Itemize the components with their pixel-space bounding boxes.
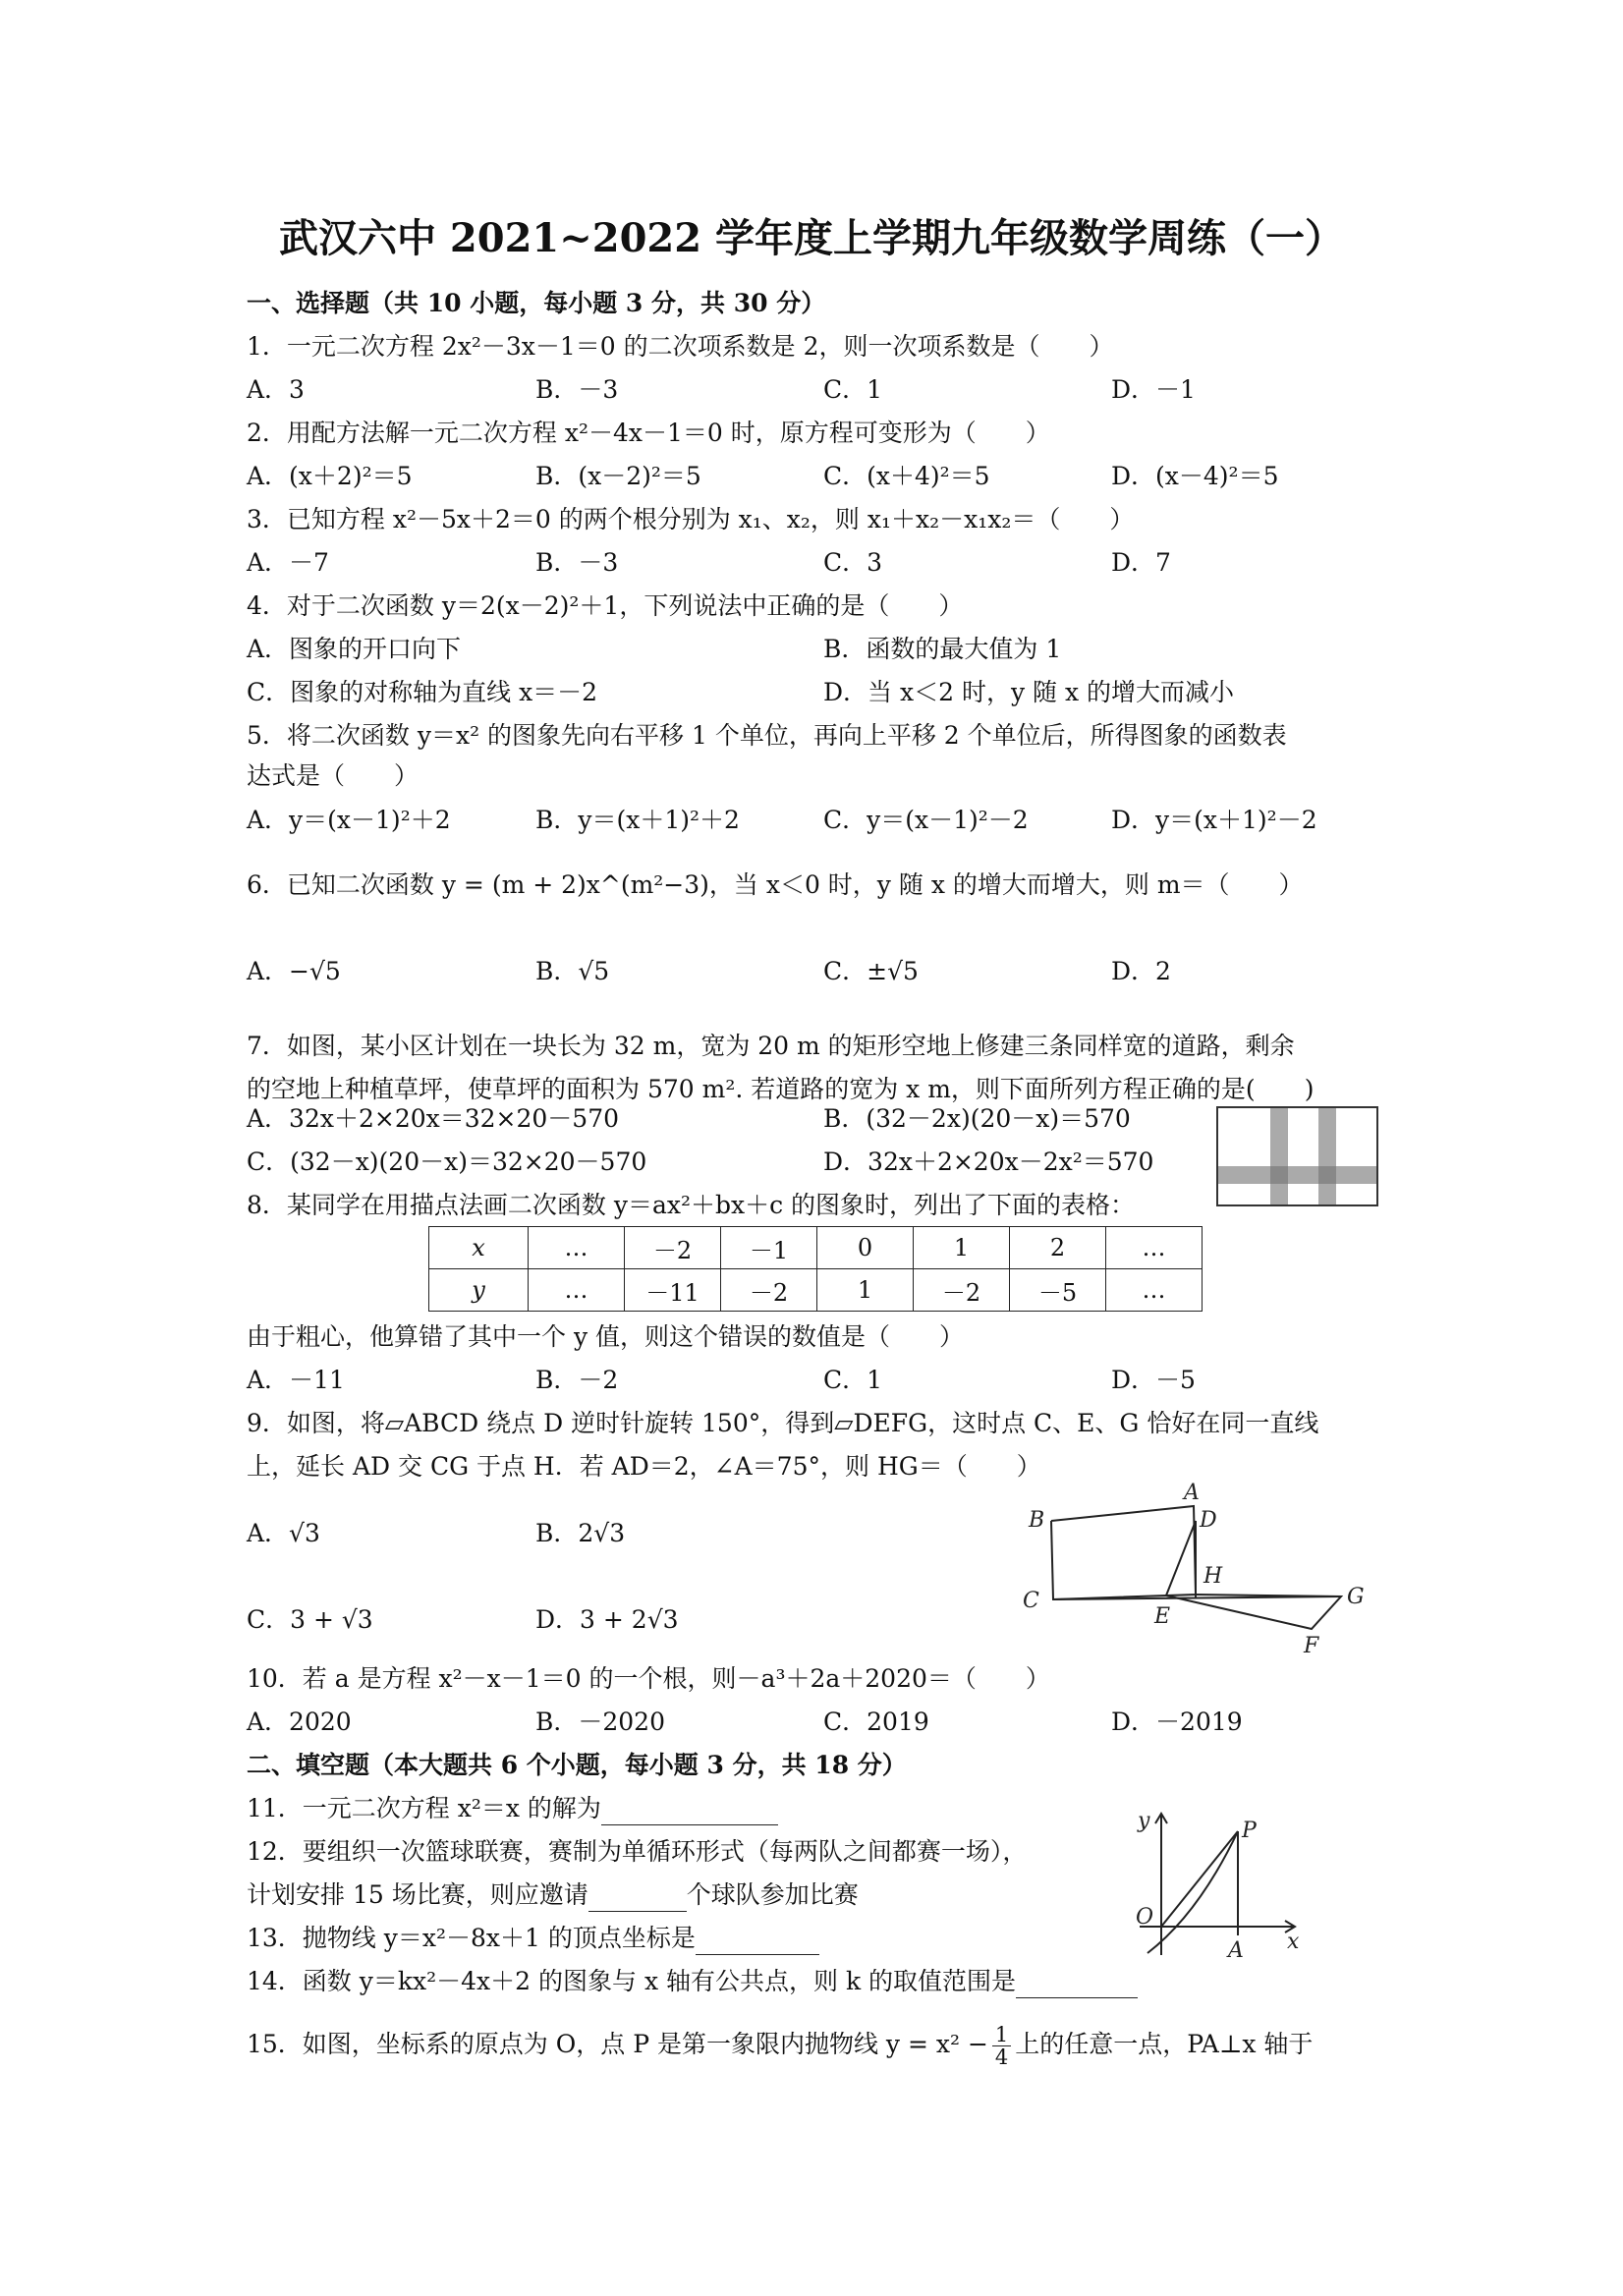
q10-option-c: C．2019 bbox=[823, 1708, 929, 1736]
line-op bbox=[1161, 1831, 1238, 1927]
section-fill-header: 二、填空题（本大题共 6 个小题，每小题 3 分，共 18 分） bbox=[247, 1751, 907, 1779]
label-c: C bbox=[1023, 1589, 1039, 1613]
question-4-stem: 4．对于二次函数 y＝2(x－2)²＋1，下列说法中正确的是（ ） bbox=[247, 591, 964, 620]
table-cell: … bbox=[1106, 1269, 1203, 1312]
q5-option-c: C．y＝(x－1)²－2 bbox=[823, 806, 1029, 834]
q6-option-a: A．−√5 bbox=[247, 957, 341, 985]
q8-option-c: C．1 bbox=[823, 1366, 883, 1394]
label-a: A bbox=[1184, 1482, 1200, 1505]
q2-option-a: A．(x＋2)²＝5 bbox=[247, 462, 413, 490]
table-cell: … bbox=[529, 1227, 625, 1269]
q4-option-d: D．当 x＜2 时，y 随 x 的增大而减小 bbox=[823, 678, 1235, 706]
question-15-stem: 15．如图，坐标系的原点为 O，点 P 是第一象限内抛物线 y = x² − $\frac{1}{4}$ 上的任意一点，PA⊥x 轴于 bbox=[247, 2023, 1314, 2069]
question-10-stem: 10．若 a 是方程 x²－x－1＝0 的一个根，则－a³＋2a＋2020＝（ ） bbox=[247, 1664, 1050, 1693]
table-cell: －11 bbox=[625, 1269, 721, 1312]
q3-option-b: B．－3 bbox=[535, 548, 619, 577]
q1-option-d: D．－1 bbox=[1111, 375, 1196, 404]
q5-option-d: D．y＝(x＋1)²－2 bbox=[1111, 806, 1317, 834]
section-choice-header: 一、选择题（共 10 小题，每小题 3 分，共 30 分） bbox=[247, 289, 826, 317]
q13-answer-blank[interactable] bbox=[696, 1931, 819, 1955]
table-cell: x bbox=[429, 1227, 529, 1269]
q10-option-a: A．2020 bbox=[247, 1708, 352, 1736]
label-f: F bbox=[1304, 1634, 1319, 1658]
q10-option-d: D．－2019 bbox=[1111, 1708, 1243, 1736]
label-h: H bbox=[1203, 1564, 1223, 1589]
question-7-stem-line1: 7．如图，某小区计划在一块长为 32 m，宽为 20 m 的矩形空地上修建三条同样宽的道路，剩余 bbox=[247, 1032, 1295, 1060]
question-14-stem: 14．函数 y＝kx²－4x＋2 的图象与 x 轴有公共点，则 k 的取值范围是 bbox=[247, 1965, 1138, 1998]
q7-option-d: D．32x＋2×20x－2x²＝570 bbox=[823, 1148, 1154, 1176]
q9-option-a: A．√3 bbox=[247, 1519, 320, 1547]
line-de bbox=[1166, 1521, 1196, 1596]
q6-option-c: C．±√5 bbox=[823, 957, 919, 985]
question-3-stem: 3．已知方程 x²－5x＋2＝0 的两个根分别为 x₁、x₂，则 x₁＋x₂－x₁x₂＝（ ） bbox=[247, 505, 1135, 533]
table-cell: … bbox=[1106, 1227, 1203, 1269]
label-b: B bbox=[1029, 1508, 1045, 1533]
label-o: O bbox=[1136, 1905, 1154, 1930]
question-12-stem-line2: 计划安排 15 场比赛，则应邀请 个球队参加比赛 bbox=[247, 1878, 859, 1912]
q3-option-c: C．3 bbox=[823, 548, 883, 577]
q9-option-b: B．2√3 bbox=[535, 1519, 626, 1547]
table-cell: －1 bbox=[721, 1227, 817, 1269]
q7-option-a: A．32x＋2×20x＝32×20－570 bbox=[247, 1104, 620, 1133]
q8-option-a: A．－11 bbox=[247, 1366, 345, 1394]
label-p: P bbox=[1242, 1819, 1257, 1843]
table-cell: 2 bbox=[1010, 1227, 1106, 1269]
value-table bbox=[428, 1226, 1203, 1312]
question-5-stem-line1: 5．将二次函数 y＝x² 的图象先向右平移 1 个单位，再向上平移 2 个单位后，所得图象的函数表 bbox=[247, 721, 1287, 750]
question-13-stem: 13．抛物线 y＝x²－8x＋1 的顶点坐标是 bbox=[247, 1922, 819, 1955]
q14-answer-blank[interactable] bbox=[1016, 1974, 1138, 1998]
question-2-stem: 2．用配方法解一元二次方程 x²－4x－1＝0 时，原方程可变形为（ ） bbox=[247, 419, 1050, 447]
question-9-stem-line2: 上，延长 AD 交 CG 于点 H．若 AD＝2，∠A＝75°，则 HG＝（ ） bbox=[247, 1452, 1041, 1481]
q3-option-d: D．7 bbox=[1111, 548, 1171, 577]
question-11-stem: 11．一元二次方程 x²＝x 的解为 bbox=[247, 1792, 778, 1825]
question-5-stem-line2: 达式是（ ） bbox=[247, 761, 420, 790]
label-d: D bbox=[1200, 1508, 1217, 1533]
table-cell: 1 bbox=[817, 1269, 914, 1312]
table-cell: －2 bbox=[914, 1269, 1010, 1312]
q10-option-b: B．－2020 bbox=[535, 1708, 665, 1736]
q8-option-d: D．－5 bbox=[1111, 1366, 1196, 1394]
parabola-axes-figure bbox=[1120, 1808, 1307, 1965]
rectangle-outline bbox=[1217, 1107, 1377, 1205]
parallelogram-abcd bbox=[1051, 1506, 1196, 1599]
table-row-x bbox=[429, 1227, 1203, 1269]
q5-option-a: A．y＝(x－1)²＋2 bbox=[247, 806, 451, 834]
q6-option-d: D．2 bbox=[1111, 957, 1171, 985]
q1-option-c: C．1 bbox=[823, 375, 883, 404]
q5-option-b: B．y＝(x＋1)²＋2 bbox=[535, 806, 740, 834]
table-row-y bbox=[429, 1269, 1203, 1312]
q8-option-b: B．－2 bbox=[535, 1366, 619, 1394]
question-9-stem-line1: 9．如图，将▱ABCD 绕点 D 逆时针旋转 150°，得到▱DEFG，这时点 C、E、G 恰好在同一直线 bbox=[247, 1409, 1319, 1437]
q2-option-c: C．(x＋4)²＝5 bbox=[823, 462, 990, 490]
road-horizontal bbox=[1217, 1166, 1377, 1184]
table-cell: 0 bbox=[817, 1227, 914, 1269]
q1-option-a: A．3 bbox=[247, 375, 305, 404]
table-cell: 1 bbox=[914, 1227, 1010, 1269]
parallelogram-rotation-figure bbox=[1017, 1482, 1380, 1660]
road-vertical-1 bbox=[1270, 1107, 1288, 1205]
label-x: x bbox=[1287, 1930, 1300, 1954]
q7-option-b: B．(32－2x)(20－x)＝570 bbox=[823, 1104, 1131, 1133]
label-g: G bbox=[1347, 1585, 1365, 1609]
label-a-point: A bbox=[1228, 1938, 1244, 1963]
q3-option-a: A．－7 bbox=[247, 548, 329, 577]
question-12-stem-line1: 12．要组织一次篮球联赛，赛制为单循环形式（每两队之间都赛一场）， bbox=[247, 1837, 1028, 1866]
fraction-one-quarter: $\frac{1}{4}$ bbox=[992, 2024, 1011, 2068]
q12-answer-blank[interactable] bbox=[588, 1887, 687, 1912]
question-8-followup: 由于粗心，他算错了其中一个 y 值，则这个错误的数值是（ ） bbox=[247, 1322, 965, 1351]
q11-answer-blank[interactable] bbox=[601, 1801, 778, 1825]
q6-option-b: B．√5 bbox=[535, 957, 610, 985]
label-y: y bbox=[1138, 1809, 1150, 1833]
table-cell: －2 bbox=[625, 1227, 721, 1269]
q7-option-c: C．(32－x)(20－x)＝32×20－570 bbox=[247, 1148, 647, 1176]
q4-option-b: B．函数的最大值为 1 bbox=[823, 635, 1062, 663]
road-rectangle-figure bbox=[1216, 1106, 1379, 1208]
q4-option-a: A．图象的开口向下 bbox=[247, 635, 462, 663]
q1-option-b: B．－3 bbox=[535, 375, 619, 404]
question-8-stem: 8．某同学在用描点法画二次函数 y＝ax²＋bx＋c 的图象时，列出了下面的表格： bbox=[247, 1191, 1136, 1219]
question-7-stem-line2: 的空地上种植草坪，使草坪的面积为 570 m². 若道路的宽为 x m，则下面所列方程正确的是( ) bbox=[247, 1075, 1315, 1103]
question-6-stem: 6．已知二次函数 y = (m + 2)x^(m²−3)，当 x＜0 时，y 随 x 的增大而增大，则 m＝（ ） bbox=[247, 870, 1304, 899]
q2-option-b: B．(x－2)²＝5 bbox=[535, 462, 701, 490]
label-e: E bbox=[1154, 1604, 1171, 1629]
table-cell: －2 bbox=[721, 1269, 817, 1312]
table-cell: … bbox=[529, 1269, 625, 1312]
question-1-stem: 1．一元二次方程 2x²－3x－1＝0 的二次项系数是 2，则一次项系数是（ ） bbox=[247, 332, 1114, 361]
q9-option-c: C．3 + √3 bbox=[247, 1605, 373, 1634]
q4-option-c: C．图象的对称轴为直线 x＝－2 bbox=[247, 678, 598, 706]
q2-option-d: D．(x－4)²＝5 bbox=[1111, 462, 1279, 490]
road-vertical-2 bbox=[1318, 1107, 1336, 1205]
parallelogram-defg bbox=[1166, 1595, 1341, 1629]
q9-option-d: D．3 + 2√3 bbox=[535, 1605, 679, 1634]
page-title: 武汉六中 2021~2022 学年度上学期九年级数学周练（一） bbox=[278, 215, 1345, 261]
table-cell: －5 bbox=[1010, 1269, 1106, 1312]
table-cell: y bbox=[429, 1269, 529, 1312]
